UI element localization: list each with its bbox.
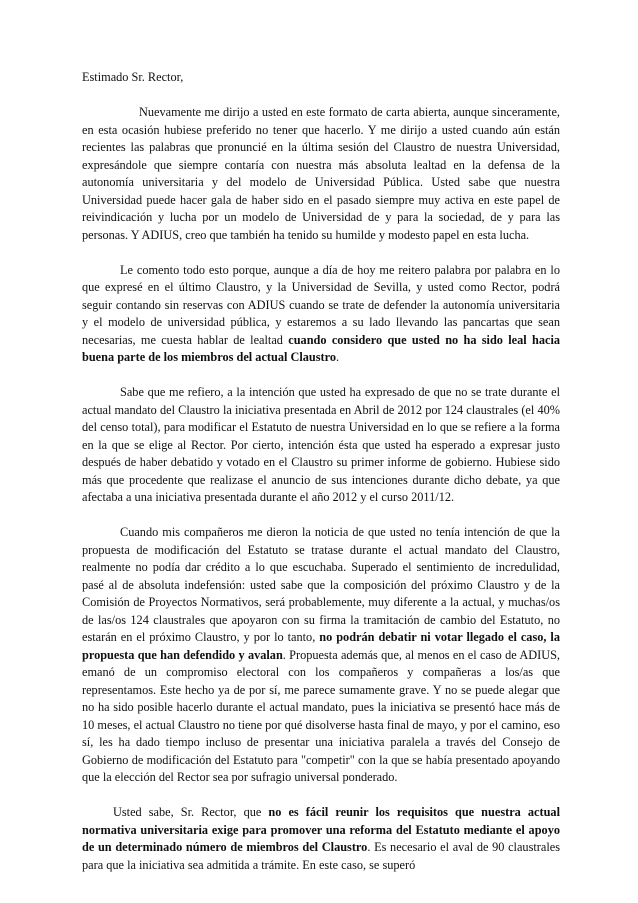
- paragraph-2-end: .: [336, 350, 340, 364]
- paragraph-4-bold: no podrán debatir ni votar llegado el caso, la propuesta que han defendido y avalan: [82, 630, 560, 662]
- paragraph-2-bold: cuando considero que usted no ha sido leal hacia buena parte de los miembros del actual Claustro: [82, 332, 561, 364]
- paragraph-4-text-cont: . Propuesta además que, al menos en el caso de ADIUS, emanó de un compromiso electoral con los compañeros y compañeras a los/as que representamos. Este hecho ya de por sí, me parece sumamente grave. Y no se puede alegar que no ha sido posible hacerlo durante el actual mandato, pues la iniciativa se presentó hace más de 10 meses, el actual Claustro no tiene por qué disolverse hasta final de mayo, y por el camino, eso sí, les ha dado tiempo incluso de presentar una iniciativa paralela a través del Consejo de Gobierno de modificación del Estatuto para "competir" con la que se había presentado apoyando que la elección del Rector sea por sufragio universal ponderado.: [82, 647, 560, 784]
- paragraph-5-text-cont: . Es necesario el aval de 90 claustrales para que la iniciativa sea admitida a trámite. En este caso, se superó: [82, 840, 560, 872]
- letter-salutation: Estimado Sr. Rector,: [82, 70, 184, 84]
- paragraph-1: Nuevamente me dirijo a usted en este formato de carta abierta, aunque sinceramente, en esta ocasión hubiese preferido no tener que hacerlo. Y me dirijo a usted cuando aún están recientes las palabras que pronuncié en la última sesión del Claustro de nuestra Universidad, expresándole que siempre contaría con nuestra más absoluta lealtad en la defensa de la autonomía universitaria y del modelo de Universidad Pública. Usted sabe que nuestra Universidad puede hacer gala de haber sido en el pasado siempre muy activa en este papel de reivindicación y lucha por un modelo de Universidad de y para la sociedad, de y para las personas. Y ADIUS, creo que también ha tenido su humilde y modesto papel en esta lucha.: [82, 105, 560, 242]
- paragraph-5-text: Usted sabe, Sr. Rector, que: [113, 805, 269, 819]
- paragraph-3: Sabe que me refiero, a la intención que usted ha expresado de que no se trate durante el actual mandato del Claustro la iniciativa presentada en Abril de 2012 por 124 claustrales (el 40% del censo total), para modificar el Estatuto de nuestra Universidad en lo que se refiere a la forma en la que se elige al Rector. Por cierto, intención ésta que usted ha esperado a expresar justo después de haber debatido y votado en el Claustro su primer informe de gobierno. Hubiese sido más que procedente que realizase el anuncio de sus intenciones durante dicho debate, ya que afectaba a una iniciativa presentada durante el año 2012 y el curso 2011/12.: [82, 385, 560, 504]
- paragraph-2-text: Le comento todo esto porque, aunque a día de hoy me reitero palabra por palabra en lo que expresé en el último Claustro, y la Universidad de Sevilla, y usted como Rector, podrá seguir contando sin reservas con ADIUS cuando se trate de defender la autonomía universitaria y el modelo de universidad pública, y estaremos a su lado llevando las pancartas que sean necesarias, me cuesta hablar de lealtad: [82, 262, 560, 347]
- letter-body: [82, 69, 560, 892]
- paragraph-4-text: Cuando mis compañeros me dieron la noticia de que usted no tenía intención de que la propuesta de modificación del Estatuto se tratase durante el actual mandato del Claustro, realmente no podía dar crédito a lo que escuchaba. Superado el sentimiento de incredulidad, pasé al de absoluta indefensión: usted sabe que la composición del próximo Claustro y de la Comisión de Proyectos Normativos, será probablemente, muy diferente a la actual, y muchas/os de las/os 124 claustrales que apoyaron con su firma la tramitación de cambio del Estatuto, no estarán en el próximo Claustro, y por lo tanto,: [82, 525, 560, 644]
- paragraph-4: [82, 524, 560, 787]
- paragraph-5-bold: no es fácil reunir los requisitos que nuestra actual normativa universitaria exige para promover una reforma del Estatuto mediante el apoyo de un determinado número de miembros del Claustro: [82, 805, 560, 854]
- paragraph-2: [82, 262, 560, 367]
- paragraph-5: [82, 804, 560, 874]
